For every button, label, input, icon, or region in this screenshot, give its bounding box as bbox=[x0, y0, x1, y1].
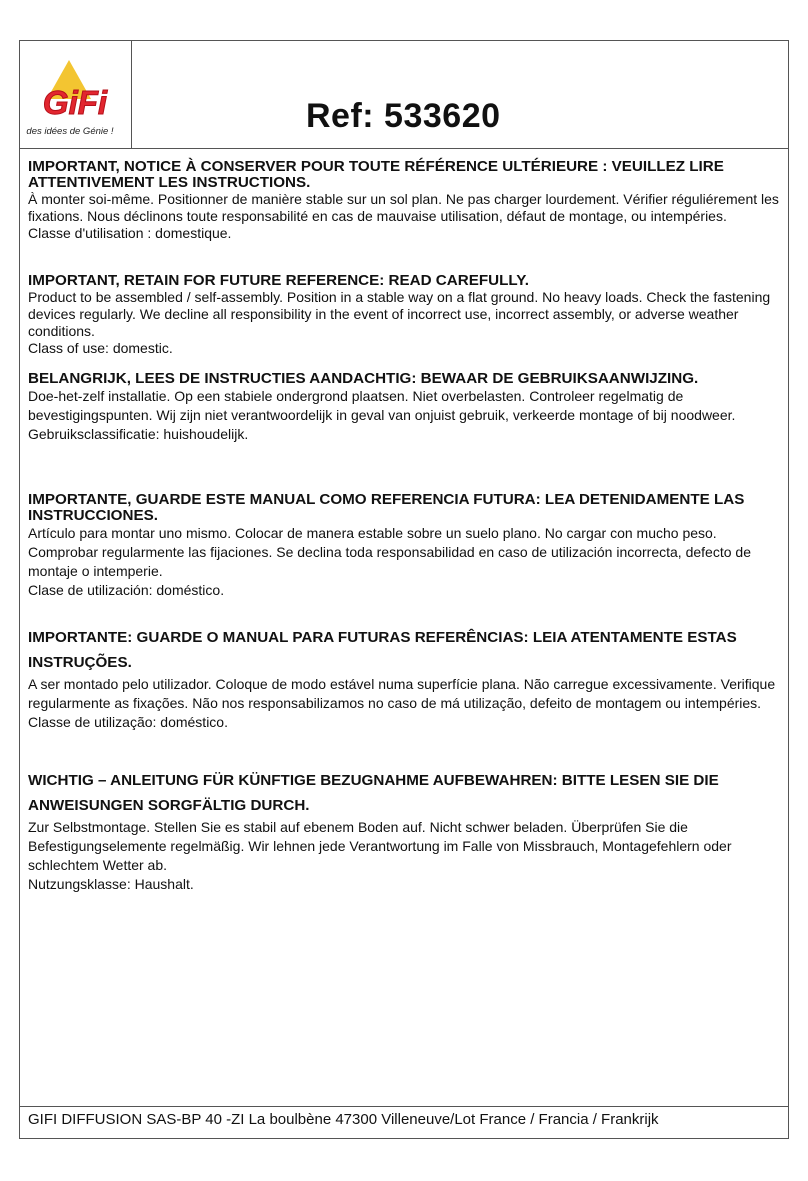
gifi-logo bbox=[20, 41, 130, 148]
section-body: Zur Selbstmontage. Stellen Sie es stabil auf ebenem Boden auf. Nicht schwer beladen. Überprüfen Sie die Befestigungselemente regelmäßig. Wir lehnen jede Verantwortung im Falle von Missbrauch, Montagefehlern oder schlechtem Wetter ab. bbox=[28, 819, 732, 873]
document-header bbox=[20, 41, 788, 149]
section-class-of-use: Nutzungsklasse: Haushalt. bbox=[28, 876, 194, 892]
footer-address: GIFI DIFFUSION SAS-BP 40 -ZI La boulbène 47300 Villeneuve/Lot France / Francia / Frankrijk bbox=[28, 1111, 659, 1128]
logo-cell bbox=[20, 41, 132, 148]
section-title: IMPORTANT, RETAIN FOR FUTURE REFERENCE: READ CAREFULLY. bbox=[28, 272, 529, 289]
document-frame bbox=[19, 40, 789, 1139]
section-spanish bbox=[28, 492, 783, 625]
section-class-of-use: Classe d'utilisation : domestique. bbox=[28, 225, 232, 241]
section-title: WICHTIG – ANLEITUNG FÜR KÜNFTIGE BEZUGNAHME AUFBEWAHREN: BITTE LESEN SIE DIE ANWEISUNGEN SORGFÄLTIG DURCH. bbox=[28, 772, 719, 814]
section-dutch bbox=[28, 371, 783, 492]
section-body: À monter soi-même. Positionner de manière stable sur un sol plan. Ne pas charger lourdement. Vérifier réguliérement les fixations. Nous déclinons toute responsabilité en cas de mauvaise utilisation, défaut de montage, ou intempéries. bbox=[28, 191, 779, 224]
section-body: Doe-het-zelf installatie. Op een stabiele ondergrond plaatsen. Niet overbelasten. Controleer regelmatig de bevestigingspunten. Wij zijn niet verantwoordelijk in geval van onjuist gebruik, verkeerde montage of bij noodweer. bbox=[28, 388, 736, 423]
logo-tagline: des idées de Génie ! bbox=[26, 126, 114, 137]
logo-wordmark: GiFi bbox=[42, 84, 108, 121]
section-title: IMPORTANTE: GUARDE O MANUAL PARA FUTURAS REFERÊNCIAS: LEIA ATENTAMENTE ESTAS INSTRUÇÕES. bbox=[28, 629, 737, 671]
section-title: IMPORTANT, NOTICE À CONSERVER POUR TOUTE RÉFÉRENCE ULTÉRIEURE : VEUILLEZ LIRE ATTENTIVEMENT LES INSTRUCTIONS. bbox=[28, 158, 724, 191]
section-german bbox=[28, 768, 783, 894]
section-body: Artículo para montar uno mismo. Colocar de manera estable sobre un suelo plano. No cargar con mucho peso. Comprobar regularmente las fijaciones. Se declina toda responsabilidad en caso de utilización incorrecta, defecto de montaje o intemperie. bbox=[28, 525, 751, 579]
section-portuguese bbox=[28, 625, 783, 768]
document-footer bbox=[20, 1106, 788, 1139]
reference-number: Ref: 533620 bbox=[306, 97, 501, 135]
section-body: Product to be assembled / self-assembly. Position in a stable way on a flat ground. No heavy loads. Check the fastening devices regularly. We decline all responsibility in the event of incorrect use, incorrect assembly, or adverse weather conditions. bbox=[28, 289, 771, 339]
section-body: A ser montado pelo utilizador. Coloque de modo estável numa superfície plana. Não carregue excessivamente. Verifique regularmente as fixações. Não nos responsabilizamos no caso de má utilização, defeito de montagem ou intempéries. bbox=[28, 676, 776, 711]
section-title: IMPORTANTE, GUARDE ESTE MANUAL COMO REFERENCIA FUTURA: LEA DETENIDAMENTE LAS INSTRUCCIONES. bbox=[28, 491, 745, 524]
section-class-of-use: Gebruiksclassificatie: huishoudelijk. bbox=[28, 426, 249, 442]
section-class-of-use: Classe de utilização: doméstico. bbox=[28, 714, 228, 730]
section-class-of-use: Class of use: domestic. bbox=[28, 340, 173, 356]
instructions-content bbox=[28, 159, 783, 894]
section-class-of-use: Clase de utilización: doméstico. bbox=[28, 582, 225, 598]
section-french bbox=[28, 159, 783, 273]
section-title: BELANGRIJK, LEES DE INSTRUCTIES AANDACHTIG: BEWAAR DE GEBRUIKSAANWIJZING. bbox=[28, 370, 699, 387]
section-english bbox=[28, 273, 783, 371]
